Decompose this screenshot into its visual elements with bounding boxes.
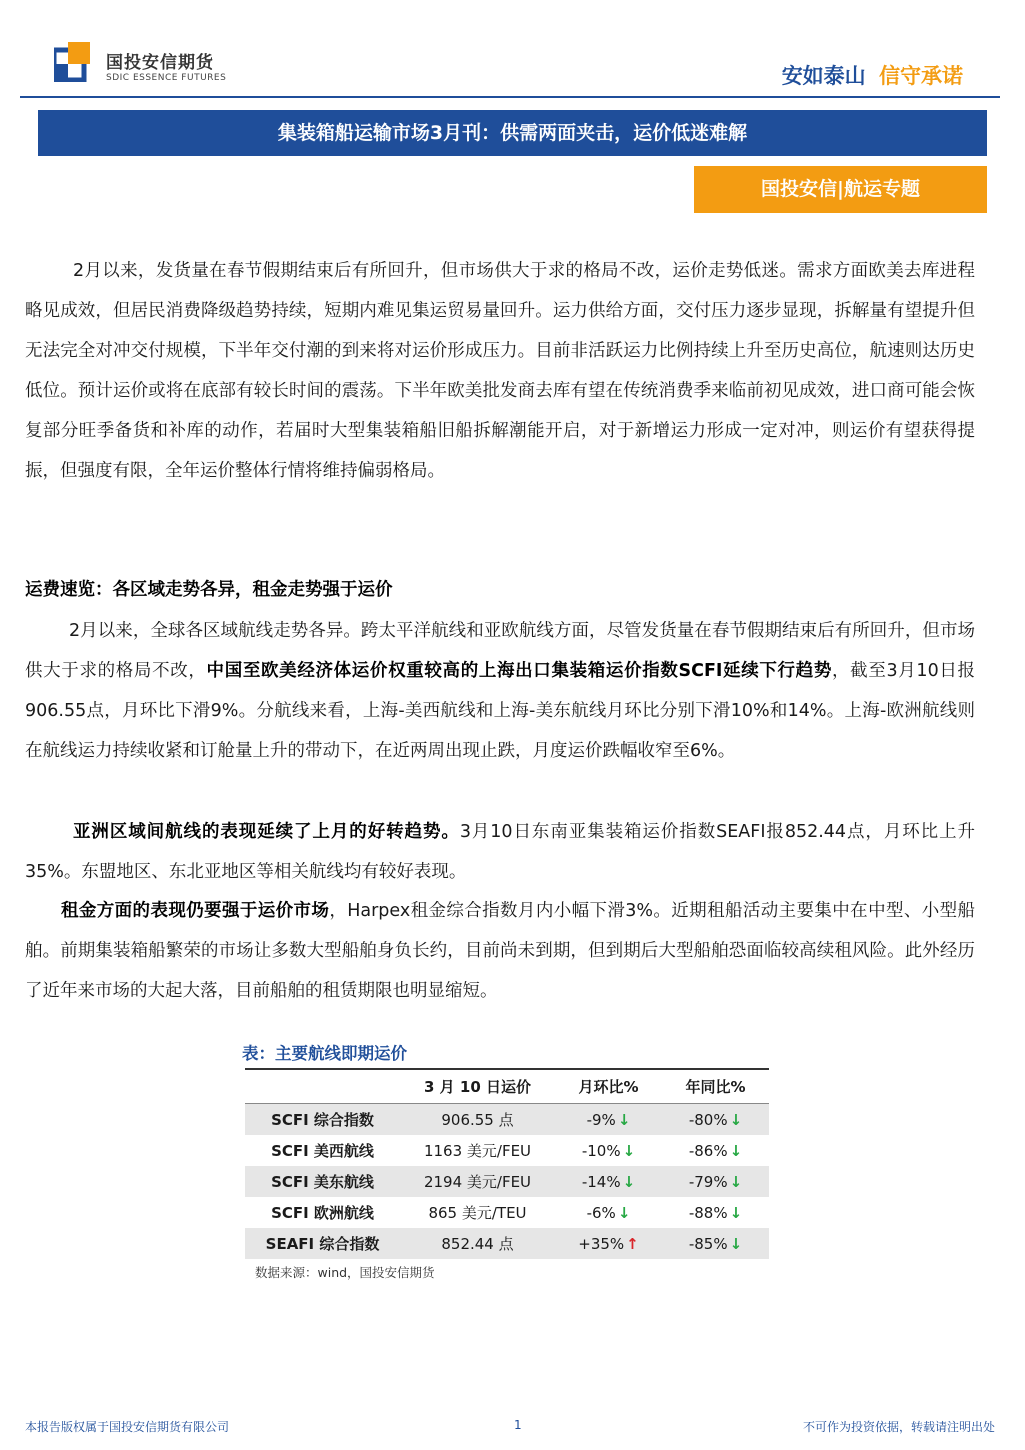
route-yoy	[662, 1235, 769, 1253]
logo-mark-icon	[54, 42, 94, 82]
arrow-down-icon: ↓	[622, 1172, 636, 1191]
table-header-yoy: 年同比%	[685, 1078, 746, 1096]
arrow-down-icon: ↓	[617, 1203, 631, 1222]
table-row	[245, 1228, 769, 1259]
arrow-down-icon: ↓	[729, 1203, 743, 1222]
route-yoy	[662, 1111, 769, 1129]
route-yoy	[662, 1204, 769, 1222]
arrow-down-icon: ↓	[622, 1141, 636, 1160]
route-mom	[555, 1173, 662, 1191]
mom-value: -6%	[586, 1203, 616, 1222]
arrow-down-icon: ↓	[729, 1110, 743, 1129]
report-title: 集装箱船运输市场3月刊：供需两面夹击，运价低迷难解	[38, 110, 987, 156]
paragraph-scfi-bold: 中国至欧美经济体运价权重较高的上海出口集装箱运价指数SCFI延续下行趋势	[206, 661, 833, 681]
yoy-value: -88%	[688, 1203, 728, 1222]
route-mom	[555, 1204, 662, 1222]
yoy-value: -86%	[688, 1141, 728, 1160]
arrow-down-icon: ↓	[617, 1110, 631, 1129]
table-header-mom: 月环比%	[578, 1078, 639, 1096]
header-divider	[20, 96, 1000, 98]
report-tag: 国投安信|航运专题	[694, 166, 987, 213]
table-source: 数据来源：wind，国投安信期货	[255, 1265, 435, 1280]
mom-value: -14%	[581, 1172, 621, 1191]
route-price: 852.44 点	[441, 1235, 514, 1253]
freight-rate-table	[245, 1068, 769, 1259]
mom-value: -9%	[586, 1110, 616, 1129]
paragraph-charter	[25, 891, 975, 1011]
logo-name-cn: 国投安信期货	[106, 53, 214, 73]
route-name: SCFI 美东航线	[271, 1173, 374, 1191]
paragraph-scfi-text-b: ，截至3月10日报906.55点，月环比下滑9%。分航线来看，上海-美西航线和上海-美东航线月环比分别下滑10%和14%。上海-欧洲航线则在航线运力持续收紧和订舱量上升的带动下，在近两周出现止跌，月度运价跌幅收窄至6%。	[25, 661, 976, 761]
table-row	[245, 1104, 769, 1135]
mom-value: +35%	[578, 1234, 625, 1253]
paragraph-asia-bold: 亚洲区域间航线的表现延续了上月的好转趋势。	[73, 822, 460, 842]
page-number: 1	[514, 1418, 522, 1432]
paragraph-scfi-text-a: 2月以来，全球各区域航线走势各异。跨太平洋航线和亚欧航线方面，尽管发货量在春节假期结束后有所回升，但市场供大于求的格局不改，	[25, 621, 975, 681]
footer-copyright: 本报告版权属于国投安信期货有限公司	[25, 1420, 230, 1434]
table-row	[245, 1135, 769, 1166]
yoy-value: -85%	[688, 1234, 728, 1253]
route-mom	[555, 1142, 662, 1160]
paragraph-charter-bold: 租金方面的表现仍要强于运价市场	[61, 901, 330, 921]
route-yoy	[662, 1173, 769, 1191]
mom-value: -10%	[581, 1141, 621, 1160]
table-header-row	[245, 1070, 769, 1104]
arrow-down-icon: ↓	[729, 1234, 743, 1253]
route-name: SCFI 欧洲航线	[271, 1204, 374, 1222]
route-name: SCFI 综合指数	[271, 1111, 374, 1129]
company-logo	[54, 40, 254, 90]
logo-name-en: SDIC ESSENCE FUTURES	[106, 73, 227, 83]
route-mom	[555, 1111, 662, 1129]
route-mom	[555, 1235, 662, 1253]
header-slogan	[782, 60, 963, 90]
slogan-part1: 安如泰山	[781, 64, 866, 88]
paragraph-asia-text: 3月10日东南亚集装箱运价指数SEAFI报852.44点，月环比上升35%。东盟地区、东北亚地区等相关航线均有较好表现。	[25, 822, 975, 882]
paragraph-scfi	[25, 611, 975, 771]
table-title: 表：主要航线即期运价	[242, 1044, 407, 1063]
route-price: 1163 美元/FEU	[423, 1142, 532, 1160]
paragraph-charter-text: ，Harpex租金综合指数月内小幅下滑3%。近期租船活动主要集中在中型、小型船舶。前期集装箱船繁荣的市场让多数大型船舶身负长约，目前尚未到期，但到期后大型船舶恐面临较高续租风险。此外经历了近年来市场的大起大落，目前船舶的租赁期限也明显缩短。	[25, 901, 976, 1001]
route-price: 865 美元/TEU	[428, 1204, 527, 1222]
route-name: SCFI 美西航线	[271, 1142, 374, 1160]
paragraph-asia	[25, 812, 975, 892]
section-heading: 运费速览：各区域走势各异，租金走势强于运价	[25, 580, 393, 600]
route-yoy	[662, 1142, 769, 1160]
yoy-value: -79%	[688, 1172, 728, 1191]
table-row	[245, 1166, 769, 1197]
arrow-up-icon: ↑	[626, 1234, 639, 1253]
route-price: 906.55 点	[441, 1111, 514, 1129]
table-row	[245, 1197, 769, 1228]
footer-disclaimer: 不可作为投资依据，转载请注明出处	[802, 1420, 995, 1434]
route-price: 2194 美元/FEU	[423, 1173, 532, 1191]
route-name: SEAFI 综合指数	[265, 1235, 380, 1253]
arrow-down-icon: ↓	[729, 1141, 743, 1160]
intro-paragraph: 2月以来，发货量在春节假期结束后有所回升，但市场供大于求的格局不改，运价走势低迷。需求方面欧美去库进程略见成效，但居民消费降级趋势持续，短期内难见集运贸易量回升。运力供给方面，交付压力逐步显现，拆解量有望提升但无法完全对冲交付规模，下半年交付潮的到来将对运价形成压力。目前非活跃运力比例持续上升至历史高位，航速则达历史低位。预计运价或将在底部有较长时间的震荡。下半年欧美批发商去库有望在传统消费季来临前初见成效，进口商可能会恢复部分旺季备货和补库的动作，若届时大型集装箱船旧船拆解潮能开启，对于新增运力形成一定对冲，则运价有望获得提振，但强度有限，全年运价整体行情将维持偏弱格局。	[25, 261, 975, 481]
arrow-down-icon: ↓	[729, 1172, 743, 1191]
yoy-value: -80%	[688, 1110, 728, 1129]
table-header-price: 3 月 10 日运价	[424, 1078, 531, 1096]
slogan-part2: 信守承诺	[879, 64, 963, 88]
